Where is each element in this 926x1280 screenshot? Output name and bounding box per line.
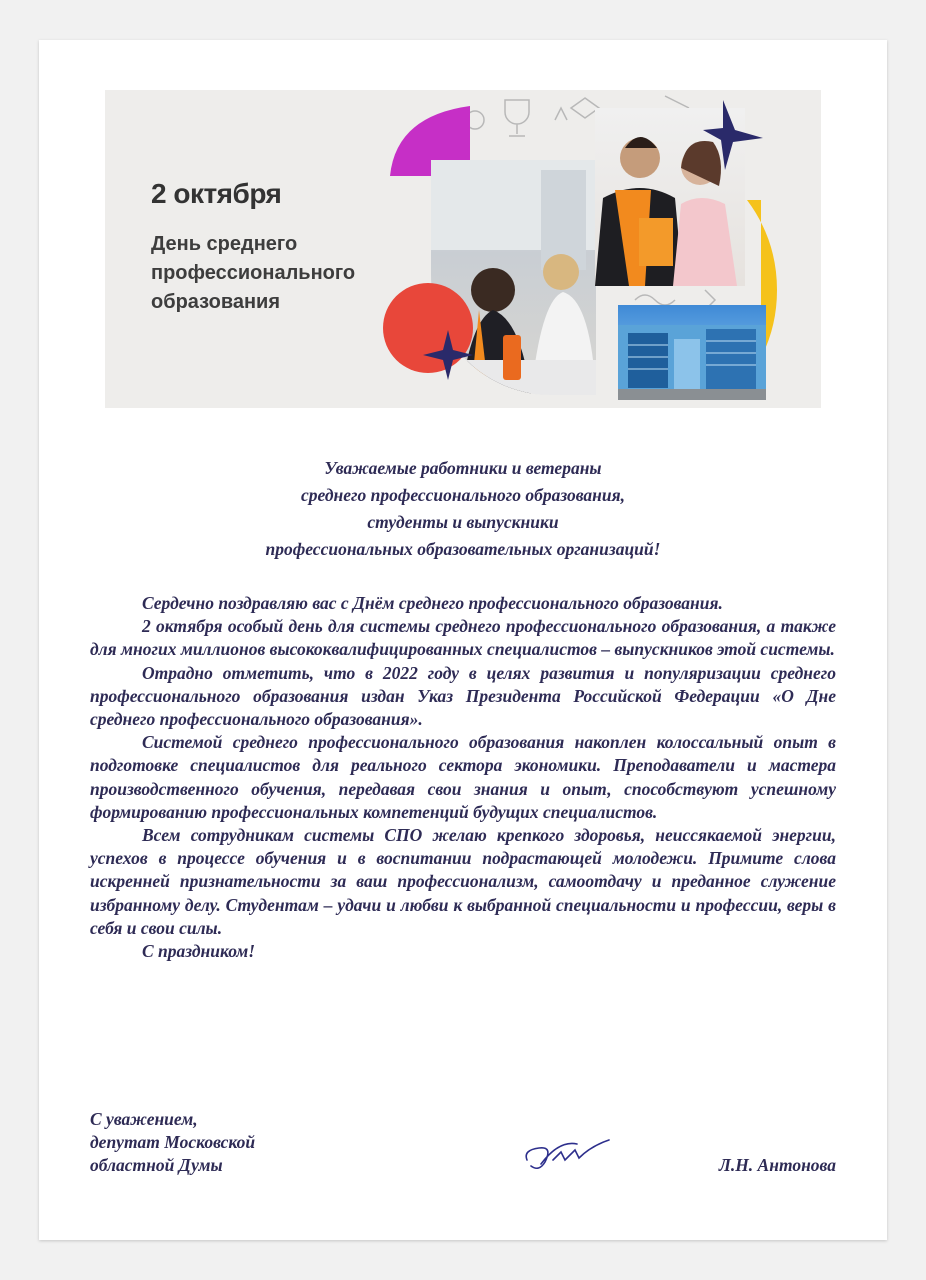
letter-page [39, 40, 887, 1240]
signer-name: Л.Н. Антонова [718, 1155, 836, 1175]
navy-star-top-icon [703, 100, 763, 170]
holiday-banner [105, 90, 821, 408]
body-paragraph: Всем сотрудникам системы СПО желаю крепкого здоровья, неиссякаемой энергии, успехов в процессе обучения и в воспитании подрастающей молодежи. Примите слова искренней признательности за ваш профессионализм, самоотдачу и преданное служение избранному делу. Студентам – удачи и любви к выбранной специальности и профессии, веры в себя и свои силы. [90, 825, 836, 938]
banner-date: 2 октября [151, 178, 282, 209]
closing-line: С уважением, [90, 1109, 198, 1129]
greeting-heading [39, 455, 887, 563]
letter-body [90, 592, 836, 963]
navy-star-icon [423, 330, 473, 380]
body-paragraph: Системой среднего профессионального образования накоплен колоссальный опыт в подготовке специалистов для реального сектора экономики. Преподаватели и мастера производственного обучения, передавая свои знания и опыт, способствуют успешному формированию профессиональных компетенций будущих специалистов. [90, 732, 836, 822]
college-building-photo [618, 305, 766, 400]
greeting-line: среднего профессионального образования, [300, 485, 626, 505]
greeting-line: Уважаемые работники и ветераны [324, 458, 602, 478]
body-paragraph: Сердечно поздравляю вас с Днём среднего профессионального образования. [142, 593, 723, 613]
closing-line: областной Думы [90, 1155, 223, 1176]
signature-icon [519, 1120, 615, 1180]
body-paragraph: 2 октября особый день для системы среднего профессионального образования, а также для многих миллионов высококвалифицированных специалистов – выпускников этой системы. [90, 616, 836, 660]
greeting-line: студенты и выпускники [367, 512, 559, 532]
banner-title: День среднего профессионального образования [151, 233, 356, 313]
body-paragraph: Отрадно отметить, что в 2022 году в целях развития и популяризации среднего профессионального образования издан Указ Президента Российской Федерации «О Дне среднего профессионального образования». [90, 662, 836, 730]
greeting-line: профессиональных образовательных организаций! [265, 539, 661, 559]
closing-line: депутат Московской [90, 1132, 256, 1153]
closing-block [90, 1108, 255, 1178]
body-paragraph: С праздником! [142, 941, 256, 962]
